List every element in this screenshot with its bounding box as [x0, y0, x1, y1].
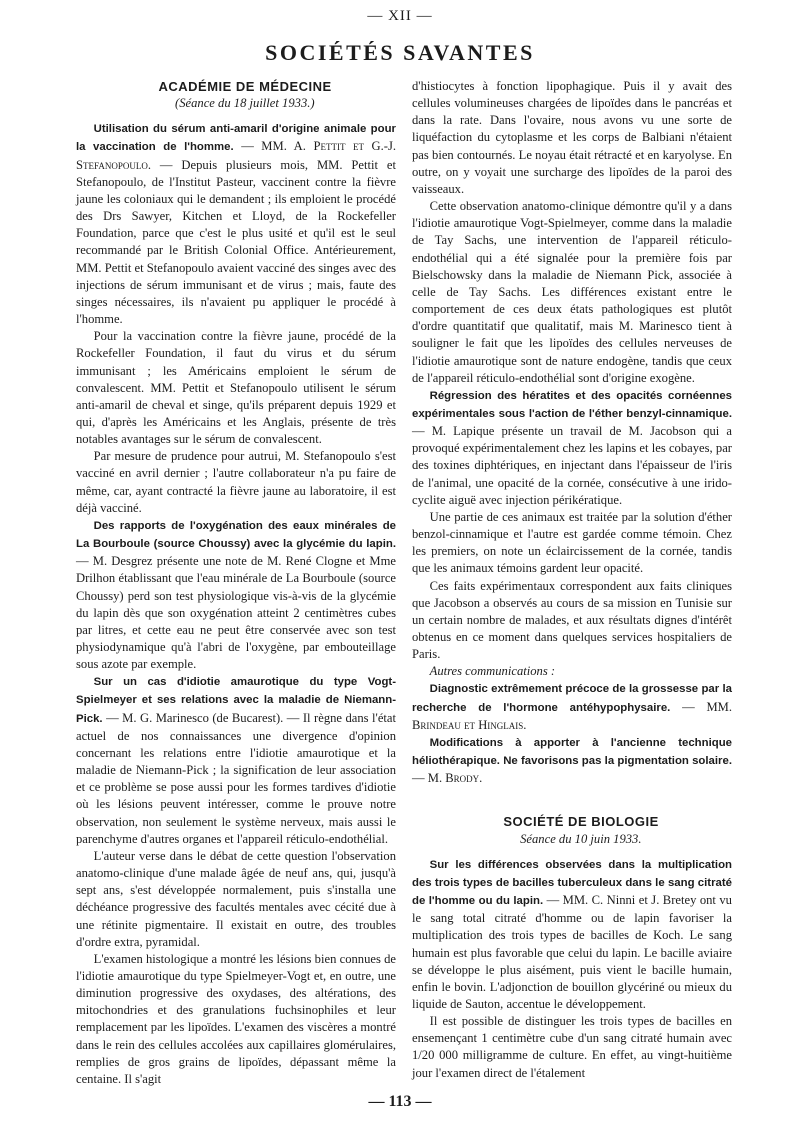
article-paragraph: L'examen histologique a montré les lésions bien connues de l'idiotie amaurotique du type Spielmeyer-Vogt et, en outre, une diminution progressive des oxydases, des altérations, des mitochondries et des granulations fuchsinophiles et leur remplacement par les lipoïdes. L'examen des viscères a montré dans le rein des cellules accolées aux capillaires glomérulaires, remplies de gros grains de lipoïdes, dépassant même la centaine. Il s'agit — [76, 951, 396, 1086]
article-paragraph: L'auteur verse dans le débat de cette question l'observation anatomo-clinique d'une malade âgée de neuf ans, qui, jusqu'à sept ans, s'est développée normalement, puis s'installa une déchéance progressive des facultés mentales avec cécité due à une rétinite pigmentaire. Il existait en outre, des troubles d'ordre extra, pyramidal. — [76, 848, 396, 949]
page-title: SOCIÉTÉS SAVANTES — [265, 40, 535, 65]
page-number: — 113 — — [368, 1093, 432, 1110]
article-body: — M. Desgrez présente une note de M. René Clogne et Mme Drilhon établissant que l'eau minérale de La Bourboule (source Choussy) perd son test physiologique vis-à-vis de la glycémie du lapin dès que son oxygénation atteint 2 centimètres cubes par litres, et cette eau ne peut être conservée avec son test physiodynamique qu'à l'abri de l'oxygène, par embouteillage sous azote par exemple. — [76, 554, 396, 672]
article-title: Diagnostic extrêmement précoce de la grossesse par la recherche de l'hormone antéhypophysaire. — [412, 683, 732, 714]
article-yellow-fever — [76, 120, 396, 328]
left-column — [76, 78, 396, 1088]
academie-heading: ACADÉMIE DE MÉDECINE — [158, 79, 332, 94]
article-paragraph: Par mesure de prudence pour autrui, M. Stefanopoulo s'est vacciné en avril dernier ; l'autre collaborateur n'a pu faire de même, car, ayant contracté la fièvre jaune au laboratoire, il est déjà vacciné. — [76, 449, 396, 515]
right-column — [412, 78, 732, 1082]
article-bacilli — [412, 856, 732, 1013]
article-paragraph: Il est possible de distinguer les trois types de bacilles en ensemençant 1 centimètre cube d'un sang citraté humain avec 1/20 000 milligramme de culture. En effet, au vingt-huitième jour l'examen direct de l'étalement — [412, 1014, 732, 1080]
article-continuation: d'histiocytes à fonction lipophagique. Puis il y avait des cellules volumineuses chargées de lipoïdes dans le pancréas et dans la rate. Dans l'ovaire, nous avons vu une sorte de liquéfaction du cytoplasme et les corps de Balbiani n'étaient pas bien contournés. Le noyau était rétracté et en karyolyse. En outre, on y voyait une surcharge des lipoïdes de la paroi des vaisseaux. — [412, 79, 732, 196]
academie-session-date: (Séance du 18 juillet 1933.) — [175, 96, 315, 111]
article-amaurotic-idiocy — [76, 673, 396, 848]
article-body: — MM. C. Ninni et J. Bretey ont vu le sang total citraté d'homme ou de lapin favoriser la multiplication des trois types de bacilles de Koch. Le sang humain est plus favorable que celui du lapin. Le bacille aviaire se développe le plus aisément, puis vient le bacille humain, enfin le bovin. L'adjonction de bouillon glycériné ou mieux du liquide de Sauton, accentue le développement. — [412, 893, 732, 1011]
article-title: Sur les différences observées dans la multiplication des trois types de bacilles tuberculeux dans le sang citraté de l'homme ou du lapin. — [412, 858, 732, 908]
article-authors: — MM. A. Pettit et G.-J. Stefanopoulo. — [76, 139, 396, 172]
article-paragraph: Une partie de ces animaux est traitée par la solution d'éther benzol-cinnamique et l'autre est gardée comme témoin. Chez les premiers, on note un éclaircissement de la cornée, tandis que les animaux témoins gardent leur opacité. — [412, 509, 732, 576]
article-heliotherapy — [412, 734, 732, 787]
article-title: Utilisation du sérum anti-amaril d'origine animale pour la vaccination de l'homme. — [76, 123, 396, 154]
article-paragraph: Cette observation anatomo-clinique démontre qu'il y a dans l'idiotie amaurotique Vogt-Spielmeyer, comme dans la maladie de Tay Sachs, une intervention de l'appareil réticulo-endothélial qui a été signalée pour la première fois par Bielschowsky dans la maladie de Niemann Pick, associée à celle de Tay Sachs. Les différences existant entre le comportement de ces deux états pathologiques est plutôt d'ordre quantitatif que qualitatif, mais M. Marinesco tient à souligner le fait que les lipoïdes des cellules nerveuses de l'idiotie amaurotique sont de nature endogène, tandis que ceux de l'appareil réticulo-endothélial sont d'origine exogène. — [412, 199, 732, 385]
article-bourboule — [76, 517, 396, 673]
article-authors: — MM. Brindeau et Hinglais. — [412, 699, 732, 732]
biologie-session-date: Séance du 10 juin 1933. — [520, 831, 642, 846]
biologie-heading: SOCIÉTÉ DE BIOLOGIE — [503, 814, 659, 830]
article-paragraph: Ces faits expérimentaux correspondent aux faits cliniques que Jacobson a observés au cours de sa mission en Tunisie sur un certain nombre de malades, et aux résultats dignes d'intérêt obtenus en ce moment dans quelques services hospitaliers de Paris. — [412, 578, 732, 662]
article-title: Sur un cas d'idiotie amaurotique du type Vogt-Spielmeyer et ses relations avec la maladie de Niemann-Pick. — [76, 676, 396, 725]
other-communications-label: Autres communications : — [429, 664, 556, 679]
article-title: Modifications à apporter à l'ancienne technique héliothérapique. Ne favorisons pas la pigmentation solaire. — [412, 736, 732, 768]
article-body: — M. Lapique présente un travail de M. Jacobson qui a provoqué expérimentalement chez les lapins et les cobayes, par des toxines diphtériques, en injectant dans l'épaisseur de l'iris de l'animal, une opacité de la cornée, consécutive à une irido-cyclite aiguë avec injection périkératique. — [412, 424, 732, 507]
article-body: — Depuis plusieurs mois, MM. Pettit et Stefanopoulo, de l'Institut Pasteur, vaccinent contre la fièvre jaune les coloniaux qui le demandent ; ils emploient le procédé des Drs Sawyer, Kitchen et Lloyd, de la Rockefeller Foundation, parce que c'est le plus usité et qu'il est le seul recommandé par le British Colonial Office. Antérieurement, MM. Pettit et Stefanopoulo avaient vacciné des singes avec des injections de sérum immunisant et de virus ; mais, faute des singes nécessaires, ils n'avaient pu appliquer le procédé à l'homme. — [76, 157, 397, 327]
roman-page-number: — XII — — [367, 8, 433, 24]
article-body: — M. G. Marinesco (de Bucarest). — Il règne dans l'état actuel de nos connaissances une divergence d'opinion concernant les relations entre l'idiotie amaurotique et la maladie de Niemann-Pick ; la signification de leur association et ce problème se pose aussi pour les formes tardives d'idiotie où les lésions peuvent intéresser, comme le prouve notre observation, non seulement le système nerveux, mais aussi le parenchyme d'autres organes et l'appareil réticulo-endothélial. — [76, 710, 396, 846]
article-keratitis — [412, 387, 732, 509]
article-authors: — M. Brody. — [412, 771, 483, 786]
article-pregnancy — [412, 680, 732, 733]
article-paragraph: Pour la vaccination contre la fièvre jaune, procédé de la Rockefeller Foundation, il faut du virus et du sérum immunisant ; les Américains emploient le sérum de convalescent. MM. Pettit et Stefanopoulo utilisent le sérum anti-amaril de cheval et singe, qu'ils préparent depuis 1929 et qui, d'après les Américains et les Anglais, présente de très notables avantages sur le sérum de convalescent. — [76, 329, 396, 447]
article-title: Régression des hératites et des opacités cornéennes expérimentales sous l'action de l'éther benzyl-cinnamique. — [412, 389, 732, 420]
article-title: Des rapports de l'oxygénation des eaux minérales de La Bourboule (source Choussy) avec la glycémie du lapin. — [76, 519, 396, 551]
